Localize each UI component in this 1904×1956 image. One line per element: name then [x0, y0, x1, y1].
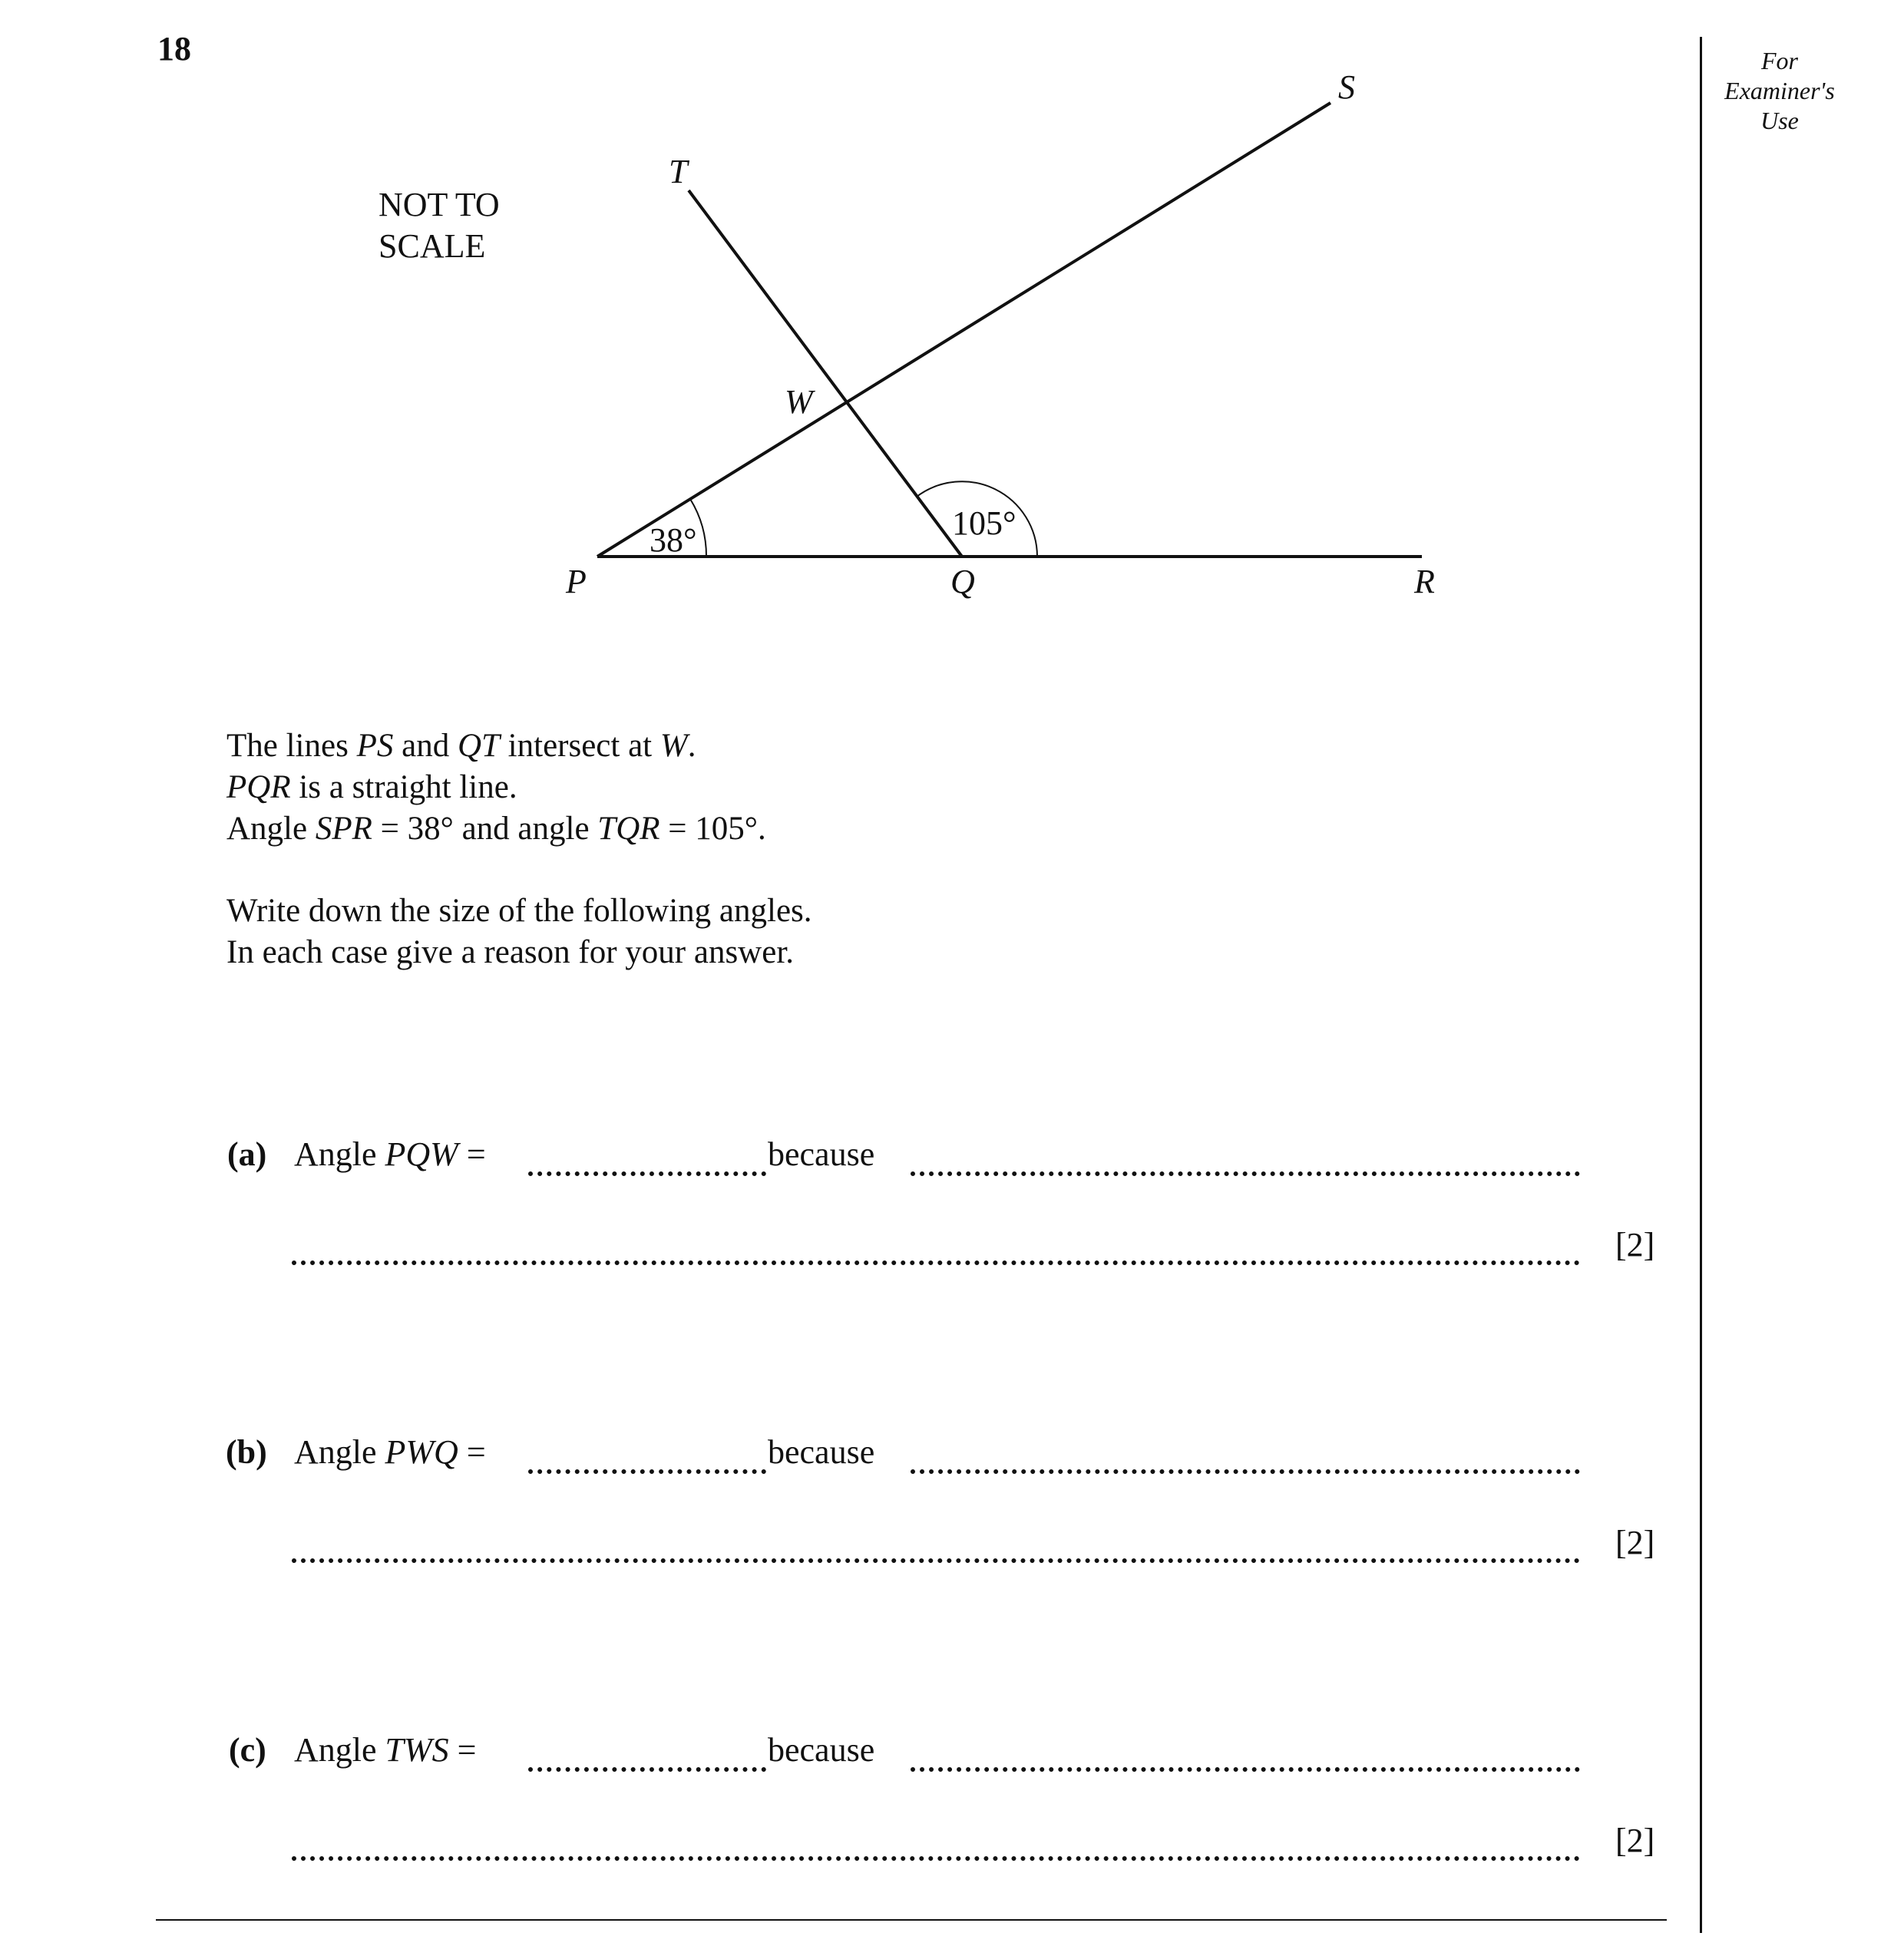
stem-line-1: The lines PS and QT intersect at W.	[226, 728, 696, 764]
answer-a-value-field[interactable]	[528, 1171, 766, 1176]
question-b-label: (b)	[226, 1433, 267, 1471]
because-a: because	[768, 1135, 875, 1173]
marks-c: [2]	[1615, 1822, 1655, 1859]
instruction-line-1: Write down the size of the following angles.	[226, 893, 812, 929]
answer-a-reason-field-2[interactable]	[292, 1260, 1580, 1265]
point-label-q: Q	[950, 563, 975, 600]
not-to-scale-line-1: NOT TO	[378, 186, 500, 223]
not-to-scale-line-2: SCALE	[378, 227, 486, 265]
answer-c-reason-field-2[interactable]	[292, 1856, 1580, 1861]
marks-b: [2]	[1615, 1524, 1655, 1561]
question-a-text: Angle PQW =	[294, 1135, 486, 1173]
line-ps	[597, 103, 1330, 557]
answer-b-reason-field[interactable]	[911, 1469, 1580, 1474]
angle-diagram	[0, 0, 1612, 629]
examiner-label-line-1: For	[1761, 47, 1798, 74]
point-label-p: P	[566, 563, 587, 600]
examiner-margin-rule	[1700, 37, 1702, 1933]
instruction-line-2: In each case give a reason for your answer.	[226, 934, 795, 970]
question-c-label: (c)	[229, 1731, 266, 1769]
question-c-text: Angle TWS =	[294, 1731, 477, 1769]
stem-line-3: Angle SPR = 38° and angle TQR = 105°.	[226, 811, 766, 847]
answer-c-value-field[interactable]	[528, 1767, 766, 1772]
answer-b-value-field[interactable]	[528, 1469, 766, 1474]
examiner-use-label	[1703, 46, 1856, 136]
examiner-label-line-2: Examiner's	[1724, 77, 1835, 104]
point-label-t: T	[669, 153, 688, 190]
marks-a: [2]	[1615, 1226, 1655, 1264]
because-c: because	[768, 1731, 875, 1769]
because-b: because	[768, 1433, 875, 1471]
line-qt	[689, 190, 962, 557]
page-number: 18	[157, 30, 191, 68]
answer-a-reason-field[interactable]	[911, 1171, 1580, 1176]
examiner-label-line-3: Use	[1760, 107, 1799, 134]
angle-label-tqr: 105°	[952, 504, 1016, 542]
answer-c-reason-field[interactable]	[911, 1767, 1580, 1772]
question-a-label: (a)	[227, 1135, 267, 1173]
point-label-s: S	[1338, 68, 1355, 106]
point-label-w: W	[785, 383, 813, 421]
angle-label-spr: 38°	[650, 521, 697, 559]
stem-line-2: PQR is a straight line.	[226, 769, 517, 805]
point-label-r: R	[1414, 563, 1435, 600]
question-b-text: Angle PWQ =	[294, 1433, 486, 1471]
answer-b-reason-field-2[interactable]	[292, 1558, 1580, 1563]
bottom-rule	[156, 1919, 1667, 1921]
